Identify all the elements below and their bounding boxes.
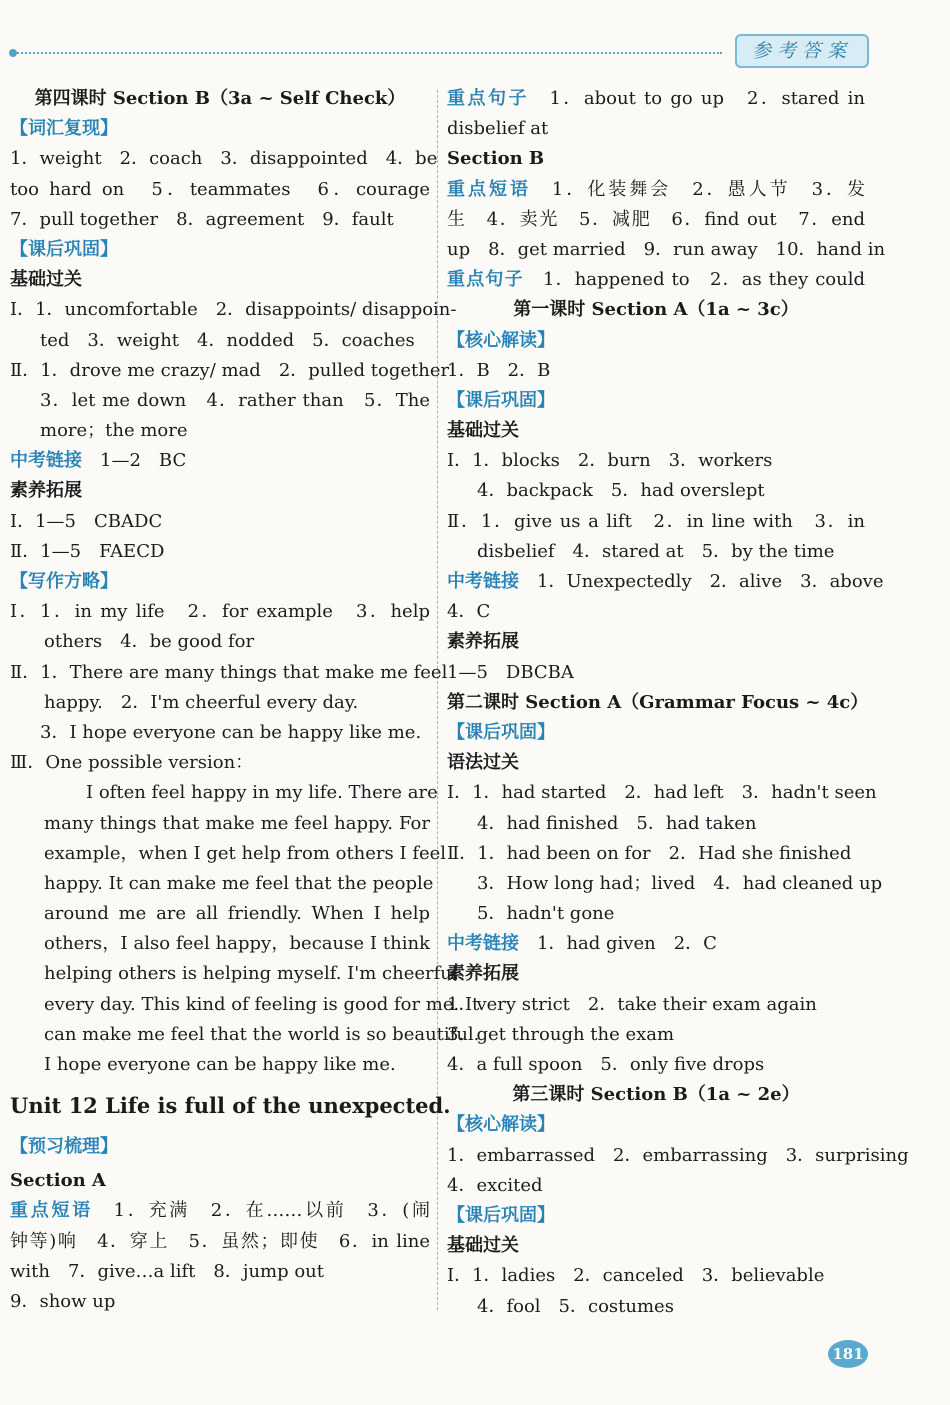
subsection-heading: 基础过关 [447,1235,519,1257]
answer-line: 1—5 DBCBA [447,661,574,683]
answer-line: Ⅰ．1．blocks 2．burn 3．workers [447,450,773,472]
answer-line: 4．a full spoon 5．only five drops [447,1054,765,1075]
essay-line: I often feel happy in my life. There are [86,782,438,804]
answer-line [447,175,865,205]
right-column [447,84,909,1322]
subsection-heading: 素养拓展 [10,480,82,502]
answer-line: 4．C [447,601,491,623]
answer-line: Ⅰ．1．in my life 2．for example 3．help [10,601,430,623]
answer-line: disbelief at [447,118,549,140]
answer-line: 1．very strict 2．take their exam again [447,993,817,1015]
lesson-title: 第一课时 Section A（1a ~ 3c） [513,299,799,321]
page-number: 181 [828,1340,868,1368]
essay-line: others，I also feel happy，because I think [44,933,430,955]
essay-line: helping others is helping myself. I'm cheerful [44,963,458,985]
subsection-heading: 素养拓展 [447,963,519,985]
answer-line: 3．get through the exam [447,1023,675,1045]
essay-line: can make me feel that the world is so beautiful. [44,1023,480,1045]
answer-line: 4．backpack 5．had overslept [477,480,765,502]
subsection-heading: Section A [10,1170,106,1192]
answer-line: too hard on 5．teammates 6．courage [10,178,430,200]
answer-line: 9．show up [10,1290,116,1312]
subsection-heading: 语法过关 [447,752,519,774]
answer-line: 7．pull together 8．agreement 9．fault [10,208,394,230]
answer-line [10,446,430,476]
answer-key-badge: 参考答案 [735,34,869,68]
section-heading: 【课后巩固】 [447,1204,555,1226]
answer-line: 4．excited [447,1174,543,1196]
answer-text: 1．Unexpectedly 2．alive 3．above [537,571,884,592]
section-heading: 【课后巩固】 [447,389,555,411]
lesson-title: 第三课时 Section B（1a ~ 2e） [512,1084,800,1106]
answer-line: Ⅲ．One possible version： [10,752,254,774]
answer-line: Ⅱ．1．There are many things that make me feel [10,661,448,683]
answer-line: up 8．get married 9．run away 10．hand in [447,238,886,260]
answer-line [447,567,884,597]
essay-line: around me are all friendly. When I help [44,903,430,925]
exam-link-tag: 中考链接 [447,933,519,955]
subsection-heading: 素养拓展 [447,631,519,653]
answer-line: 1．B 2．B [447,359,551,381]
section-heading: 【写作方略】 [10,571,118,592]
answer-line: 钟等)响 4．穿上 5．虽然；即使 6．in line [10,1230,430,1252]
subsection-heading: Section B [447,148,545,170]
essay-line: every day. This kind of feeling is good for me. It [44,993,480,1015]
answer-line [447,265,865,295]
section-heading: 【预习梳理】 [10,1136,118,1158]
answer-text: 1．happened to 2．as they could [542,269,866,291]
answer-text: 1．化装舞会 2．愚人节 3．发 [551,178,866,200]
answer-line: 4．fool 5．costumes [477,1295,674,1317]
lesson-title: 第二课时 Section A（Grammar Focus ~ 4c） [447,691,869,713]
subsection-heading: 基础过关 [447,420,519,442]
answer-line: 3．let me down 4．rather than 5．The [40,389,430,411]
answer-text: 1．had given 2．C [537,933,717,955]
exam-link-tag: 中考链接 [447,571,519,592]
key-phrase-tag: 重点短语 [10,1200,93,1222]
answer-line: Ⅰ．1—5 CBADC [10,510,163,532]
answer-line: 1．weight 2．coach 3．disappointed 4．be [10,148,438,170]
answer-line: Ⅱ．1—5 FAECD [10,540,165,562]
page-header [0,0,950,75]
answer-line: Ⅰ．1．ladies 2．canceled 3．believable [447,1265,825,1287]
answer-text: 1—2 BC [100,450,187,472]
lesson-title: 第四课时 Section B（3a ~ Self Check） [34,88,406,109]
answer-line: happy. 2．I'm cheerful every day. [44,691,359,713]
column-divider [437,90,438,1310]
key-phrase-tag: 重点短语 [447,178,531,200]
answer-line: 3．How long had；lived 4．had cleaned up [477,872,883,894]
answer-text: 1．about to go up 2．stared in [549,88,866,109]
answer-line: 5．hadn't gone [477,903,615,925]
answer-line: 3．I hope everyone can be happy like me. [40,721,422,743]
header-dotted-line [10,52,722,54]
section-heading: 【课后巩固】 [447,721,555,743]
answer-line: 1．embarrassed 2．embarrassing 3．surprising [447,1144,909,1166]
section-heading: 【核心解读】 [447,1114,555,1136]
essay-line: many things that make me feel happy. For [44,812,430,834]
key-sentence-tag: 重点句子 [447,88,529,109]
section-heading: 【核心解读】 [447,329,555,351]
answer-line: with 7．give…a lift 8．jump out [10,1260,325,1282]
answer-line: others 4．be good for [44,631,255,653]
answer-line: Ⅰ．1．had started 2．had left 3．hadn't seen [447,782,877,804]
answer-line: Ⅱ．1．drove me crazy/ mad 2．pulled together [10,359,450,381]
answer-line: more；the more [40,420,188,442]
essay-line: happy. It can make me feel that the people [44,872,434,894]
section-heading: 【词汇复现】 [10,118,118,140]
answer-line: Ⅰ．1．uncomfortable 2．disappoints/ disappoin- [10,299,457,321]
answer-line [10,1196,430,1226]
exam-link-tag: 中考链接 [10,450,82,472]
answer-line: Ⅱ．1．give us a lift 2．in line with 3．in [447,510,865,532]
answer-line: 4．had finished 5．had taken [477,812,757,834]
answer-line [447,84,865,114]
answer-text: 1．充满 2．在……以前 3．(闹 [113,1200,430,1222]
section-heading: 【课后巩固】 [10,238,118,260]
subsection-heading: 基础过关 [10,269,82,291]
essay-line: I hope everyone can be happy like me. [44,1054,396,1075]
answer-line [447,929,865,959]
key-sentence-tag: 重点句子 [447,269,524,291]
answer-line: Ⅱ．1．had been on for 2．Had she finished [447,842,852,864]
answer-line: 生 4．卖光 5．减肥 6．find out 7．end [447,208,865,230]
answer-line: disbelief 4．stared at 5．by the time [477,540,835,562]
answer-line: ted 3．weight 4．nodded 5．coaches [40,329,415,351]
unit-title: Unit 12 Life is full of the unexpected. [10,1093,451,1119]
essay-line: example，when I get help from others I feel [44,842,447,864]
